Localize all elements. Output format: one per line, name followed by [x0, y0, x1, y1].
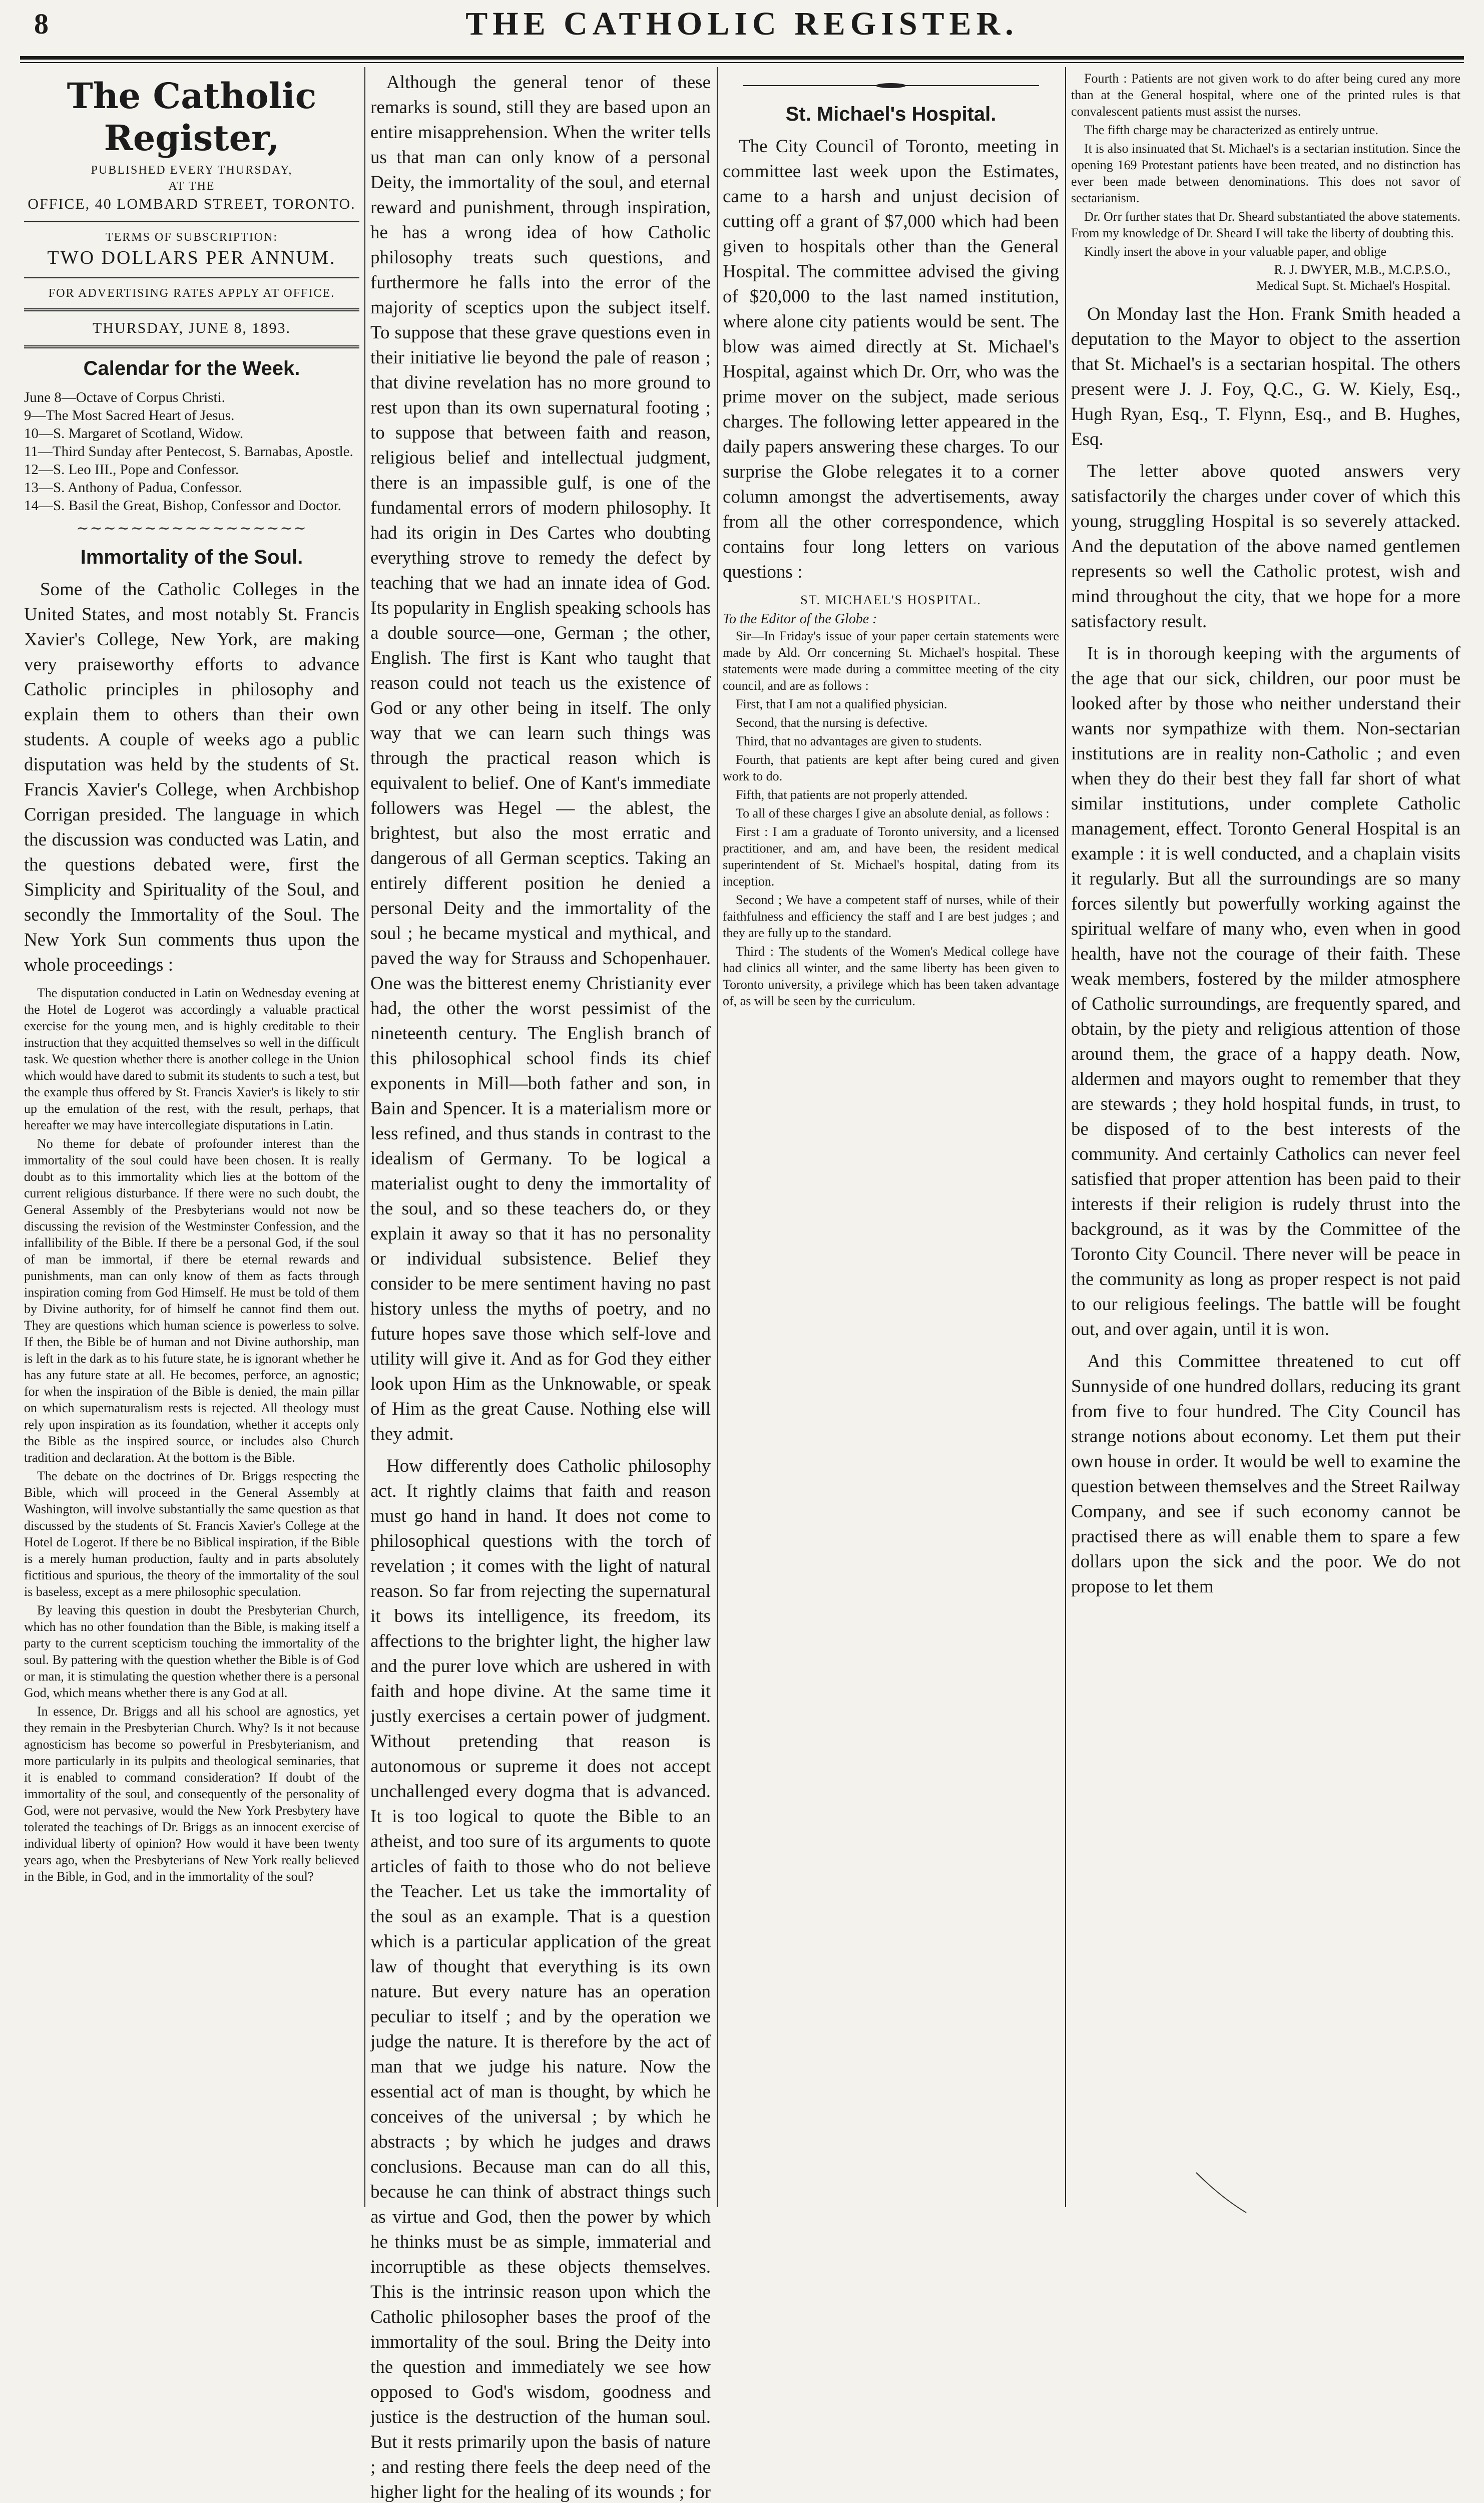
letter-paragraph: First : I am a graduate of Toronto university, and a licensed practitioner, and am, and have been, the resident medical superintendent of St. Michael's hospital, dating from its inception.: [723, 824, 1059, 889]
article-paragraph: And this Committee threatened to cut off Sunnyside of one hundred dollars, reducing its grant from five to four hundred. The City Council has strange notions about economy. Let them put their own house in order. It would be well to examine the question between themselves and the Street Railway Company, and see if such economy cannot be practised there as will enable them to spare a few dollars upon the sick and the poor. We do not propose to let them: [1071, 1351, 1460, 1597]
letter-salutation: To the Editor of the Globe :: [723, 611, 877, 627]
column-rule: [717, 67, 718, 2207]
calendar-entry: June 8—Octave of Corpus Christi.: [24, 389, 225, 405]
masthead-published: PUBLISHED EVERY THURSDAY,: [91, 164, 293, 177]
article-paragraph: On Monday last the Hon. Frank Smith headed a deputation to the Mayor to object to the assertion that St. Michael's is a sectarian hospital. The others present were J. J. Foy, Q.C., G. W. Kiely, Esq., Hugh Ryan, Esq., T. Flynn, Esq., and B. Hughes, Esq.: [1071, 304, 1460, 450]
letter-paragraph: Dr. Orr further states that Dr. Sheard substantiated the above statements. From my knowledge of Dr. Sheard I will take the liberty of doubting this.: [1071, 209, 1460, 240]
masthead-advertising: FOR ADVERTISING RATES APPLY AT OFFICE.: [48, 287, 335, 300]
letter-paragraph: The fifth charge may be characterized as entirely untrue.: [1084, 123, 1378, 137]
hand-drawn-pointer-mark: [1191, 2168, 1251, 2218]
article-paragraph: Some of the Catholic Colleges in the United States, and most notably St. Francis Xavier's College, New York, are making very praiseworthy efforts to advance Catholic principles in philosophy and explain them to others than their own students. A couple of weeks ago a public disputation was held by the students of St. Francis Xavier's College, when Archbishop Corrigan presided. The language in which the discussion was conducted was Latin, and the questions debated were, first the Simplicity and Spirituality of the Soul, and secondly the Immortality of the Soul. The New York Sun comments thus upon the whole proceedings :: [24, 579, 359, 975]
letter-heading: ST. MICHAEL'S HOSPITAL.: [800, 593, 981, 607]
quoted-paragraph: No theme for debate of profounder interest than the immortality of the soul could have been chosen. It is really doubt as to this immortality which lies at the bottom of the current religious disturbance. If there were no such doubt, the General Assembly of the Presbyterians would not now be discussing the revision of the Westminster Confession, and the infallibility of the Bible. If there be a personal God, if the soul of man be immortal, if there be eternal rewards and punishments, man can only know of them as facts through inspiration coming from God Himself. He must be told of them by Divine authority, for of himself he cannot find them out. They are questions which human science is powerless to solve. If then, the Bible be of human and not Divine authorship, man is left in the dark as to his future state, he is ignorant whether he has any future state at all. He becomes, perforce, an agnostic; for when the inspiration of the Bible is denied, the main pillar on which supernaturalism rests is rejected. All theology must rely upon inspiration as its foundation, whether it accepts only the Bible as the inspired source, or includes also Church tradition and declaration. At the bottom is the Bible.: [24, 1136, 359, 1465]
calendar-entry: 12—S. Leo III., Pope and Confessor.: [24, 462, 239, 478]
masthead-title: The Catholic Register,: [67, 75, 317, 159]
ornamental-divider: ∼∼∼∼∼∼∼∼∼∼∼∼∼∼∼∼∼: [76, 520, 307, 537]
masthead-terms-label: TERMS OF SUBSCRIPTION:: [105, 231, 278, 244]
calendar-entry: 10—S. Margaret of Scotland, Widow.: [24, 426, 244, 442]
column-4: [1071, 70, 1460, 1606]
issue-date: THURSDAY, JUNE 8, 1893.: [92, 320, 291, 336]
letter-paragraph: Fourth, that patients are kept after being cured and given work to do.: [723, 752, 1059, 783]
letter-paragraph: First, that I am not a qualified physician.: [736, 697, 947, 711]
masthead-terms: TWO DOLLARS PER ANNUM.: [47, 247, 336, 268]
article-paragraph: Although the general tenor of these remarks is sound, still they are based upon an entire misapprehension. When the writer tells us that man can only know of a personal Deity, the immortality of the soul, and eternal reward and punishment, through inspiration, he has a wrong idea of how Catholic philosophy treats such questions, and furthermore he falls into the error of the majority of sceptics upon the subject itself. To suppose that these grave questions even in their initiative lie beyond the pale of reason ; that divine revelation has no more ground to rest upon than its own supernatural footing ; to suppose that between faith and reason, religious belief and intellectual judgment, there is an impassible gulf, is one of the fundamental errors of modern philosophy. It had its origin in Des Cartes who doubting everything strove to remedy the defect by teaching that we had an innate idea of God. Its popularity in English speaking schools has a double source—one, German ; the other, English. The first is Kant who taught that reason could not teach us the existence of God or any other being in itself. The only way that we can learn such things was through the practical reason which is equivalent to belief. One of Kant's immediate followers was Hegel — the ablest, the brightest, but also the most erratic and dangerous of all German sceptics. Taking an entirely different position he denied a personal Deity and the immortality of the soul ; he became mystical and mythical, and paved the way for Strauss and Schopenhauer. One was the bitterest enemy Christianity ever had, the other the worst pessimist of the nineteenth century. The English branch of this philosophical school finds its chief exponents in Mill—both father and son, in Bain and Spencer. It is a materialism more or less refined, and thus stands in contrast to the idealism of Germany. To be logical a materialist ought to deny the immortality of the soul, and so these teachers do, or they explain it away so that it has no personality or individual subsistence. Belief they consider to be mere sentiment having no past history unless the myths of poetry, and no future hopes save those which self-love and utility will give it. And as for God they either look upon Him as the Unknowable, or speak of Him as the great Cause. Nothing else will they admit.: [370, 72, 711, 1444]
column-rule: [364, 67, 365, 2207]
running-title: THE CATHOLIC REGISTER.: [465, 6, 1019, 42]
letter-paragraph: Third : The students of the Women's Medical college have had clinics all winter, and the same liberty has been given to Toronto university, a privilege which has been taken advantage of, as will be seen by the curriculum.: [723, 944, 1059, 1008]
header-rule: [20, 56, 1464, 60]
masthead-double-rule: [24, 308, 359, 311]
column-rule: [1065, 67, 1066, 2207]
letter-paragraph: It is also insinuated that St. Michael's is a sectarian institution. Since the opening 169 Protestant patients have been treated, and no distinction has ever been made between denominations. This does not savor of sectarianism.: [1071, 141, 1460, 205]
masthead-at-the: AT THE: [168, 180, 215, 193]
column-1: [24, 70, 359, 1885]
quoted-paragraph: By leaving this question in doubt the Presbyterian Church, which has no other foundation than the Bible, is making itself a party to the current scepticism touching the immortality of the soul. By pattering with the question whether the Bible is of God or man, it is stimulating the question whether there is a personal God, which means whether there is any God at all.: [24, 1603, 359, 1700]
masthead-divider: [24, 277, 359, 278]
page-number: 8: [34, 8, 49, 40]
letter-paragraph: Second ; We have a competent staff of nurses, while of their faithfulness and efficiency the staff and I are best judges ; and they are fully up to the standard.: [723, 893, 1059, 940]
article-heading-immortality: Immortality of the Soul.: [80, 546, 303, 568]
calendar-entry: 9—The Most Sacred Heart of Jesus.: [24, 407, 235, 424]
letter-paragraph: Second, that the nursing is defective.: [736, 715, 928, 730]
letter-signature-name: R. J. DWYER, M.B., M.C.P.S.O.,: [1274, 262, 1450, 277]
letter-paragraph: Fifth, that patients are not properly attended.: [736, 787, 968, 802]
header-rule-thin: [20, 62, 1464, 63]
article-paragraph: The City Council of Toronto, meeting in committee last week upon the Estimates, came to a harsh and unjust decision of cutting off a grant of $7,000 which had been given to hospitals other than the General Hospital. The committee advised the giving of $20,000 to the last named institution, where alone city patients would be sent. The blow was aimed directly at St. Michael's Hospital, against which Dr. Orr, who was the prime mover on the subject, made serious charges. The following letter appeared in the daily papers answering these charges. To our surprise the Globe relegates it to a corner column amongst the advertisements, away from all the other correspondence, which contains four long letters on various questions :: [723, 136, 1059, 582]
quoted-paragraph: The debate on the doctrines of Dr. Briggs respecting the Bible, which will proceed in the General Assembly at Washington, will involve substantially the same question as that discussed by the students of St. Francis Xavier's College at the Hotel de Logerot. If there be no Biblical inspiration, if the Bible is a merely human production, faulty and in parts absolutely fictitious and spurious, the theory of the immortality of the soul is baseless, except as a mere philosophic speculation.: [24, 1469, 359, 1599]
calendar-list: [24, 388, 359, 515]
article-paragraph: It is in thorough keeping with the arguments of the age that our sick, children, our poor must be looked after by those who neither understand their wants nor sympathize with them. Non-sectarian institutions are in reality non-Catholic ; and even when they do their best they fall far short of what similar institutions, under complete Catholic management, effect. Toronto General Hospital is an example : it is well conducted, and a chaplain visits it regularly. But all the surroundings are so many forces silently but powerfully working against the spiritual welfare of many who, even when in good health, have not the courage of their faith. These weak members, fostered by the milder atmosphere of Catholic surroundings, are frequently spared, and obtain, by the piety and religious attention of those around them, the grace of a happy death. Now, aldermen and mayors ought to remember that they are stewards ; they hold hospital funds, in trust, to be disposed of to the best interests of the community. And certainly Catholics can never feel satisfied that proper attention has been paid to their interests if their religion is rudely thrust into the background, as it was by the Committee of the Toronto City Council. There never will be peace in the community as long as proper respect is not paid to our religious feelings. The battle will be fought out, and over again, until it is won.: [1071, 643, 1460, 1340]
calendar-heading: Calendar for the Week.: [83, 357, 300, 379]
letter-signature-title: Medical Supt. St. Michael's Hospital.: [1256, 278, 1450, 293]
calendar-entry: 11—Third Sunday after Pentecost, S. Barnabas, Apostle.: [24, 444, 353, 460]
masthead-double-rule: [24, 345, 359, 348]
quoted-paragraph: In essence, Dr. Briggs and all his school are agnostics, yet they remain in the Presbyterian Church. Why? Is it not because agnosticism has become so powerful in Presbyterianism, and more particularly in its pulpits and theological seminaries, that it is enabled to command consideration? If doubt of the immortality of the soul, and consequently of the personality of God, were not pervasive, would the New York Presbytery have tolerated the teachings of Dr. Briggs as an innocent exercise of individual liberty of opinion? How would it have been twenty years ago, when the Presbyterians of New York really believed in the Bible, in God, and in the immortality of the soul?: [24, 1704, 359, 1884]
masthead-divider: [24, 221, 359, 222]
ornamental-divider: [743, 81, 1039, 90]
letter-paragraph: Kindly insert the above in your valuable paper, and oblige: [1084, 244, 1387, 259]
quoted-paragraph: The disputation conducted in Latin on Wednesday evening at the Hotel de Logerot was accordingly a valuable practical exercise for the young men, and is highly creditable to their instruction that they acquitted themselves so well in the difficult task. We question whether there is another college in the Union which would have dared to submit its students to such a test, but the example thus offered by St. Francis Xavier's is likely to stir up the emulation of the rest, with the result, perhaps, that hereafter we may have intercollegiate disputations in Latin.: [24, 986, 359, 1132]
article-heading-hospital: St. Michael's Hospital.: [785, 103, 997, 125]
column-3: [723, 70, 1059, 1011]
letter-paragraph: To all of these charges I give an absolute denial, as follows :: [736, 806, 1050, 820]
column-2: [370, 70, 711, 2503]
calendar-entry: 14—S. Basil the Great, Bishop, Confessor and Doctor.: [24, 498, 341, 514]
letter-paragraph: Third, that no advantages are given to students.: [736, 734, 982, 748]
letter-paragraph: Fourth : Patients are not given work to do after being cured any more than at the General hospital, where one of the printed rules is that convalescent patients must assist the nurses.: [1071, 71, 1460, 119]
article-paragraph: How differently does Catholic philosophy act. It rightly claims that faith and reason must go hand in hand. It does not come to philosophical questions with the torch of revelation ; it comes with the light of natural reason. So far from rejecting the supernatural it bows its intelligence, its freedom, its affections to the brighter light, the higher law and the purer love which are ushered in with faith and hope divine. At the same time it justly exercises a certain power of judgment. Without pretending that reason is autonomous or supreme it does not accept unchallenged every dogma that is advanced. It is too logical to quote the Bible to an atheist, and too sure of its arguments to quote articles of faith to those who do not believe the Teacher. Let us take the immortality of the soul as an example. That is a question which is a particular application of the great law of thought that everything is its own nature. But every nature has an operation peculiar to itself ; and by the operation we judge the nature. It is therefore by the act of man that we judge his nature. Now the essential act of man is thought, by which he conceives of the universal ; by which he abstracts ; by which he judges and draws conclusions. Because man can do all this, because he can think of abstract things such as virtue and God, then the power by which he thinks must be as simple, immaterial and incorruptible as these objects themselves. This is the intrinsic reason upon which the Catholic philosopher bases the proof of the immortality of the soul. Bring the Deity into the question and immediately we see how opposed to God's wisdom, goodness and justice is the destruction of the human soul. But it rests primarily upon the basis of nature ; and resting there feels the deep need of the higher light for the healing of its wounds ; for: [370, 1456, 711, 2502]
calendar-entry: 13—S. Anthony of Padua, Confessor.: [24, 480, 242, 496]
letter-paragraph: Sir—In Friday's issue of your paper certain statements were made by Ald. Orr concerning St. Michael's hospital. These statements were made during a committee meeting of the city council, and are as follows :: [723, 629, 1059, 693]
masthead-office: OFFICE, 40 LOMBARD STREET, TORONTO.: [28, 196, 356, 212]
article-paragraph: The letter above quoted answers very satisfactorily the charges under cover of which this young, struggling Hospital is so severely attacked. And the deputation of the above named gentlemen represents so well the Catholic protest, wish and mind throughout the city, that we hope for a more satisfactory result.: [1071, 461, 1460, 632]
page-header: [20, 3, 1464, 53]
